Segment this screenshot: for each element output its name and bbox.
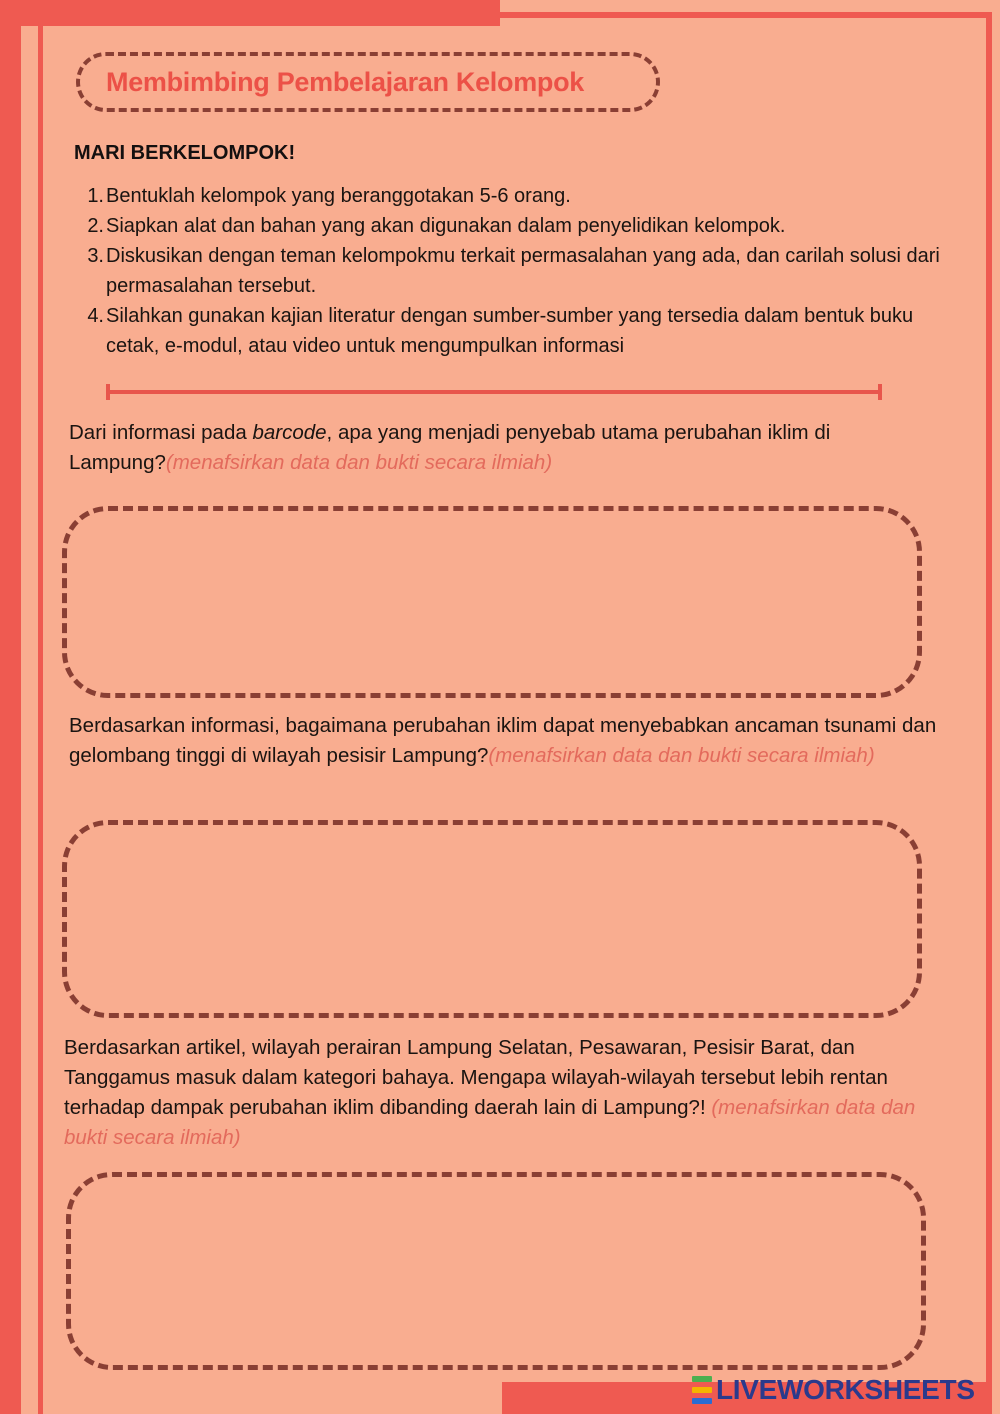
question-2 xyxy=(69,711,939,771)
step-text: Diskusikan dengan teman kelompokmu terkait permasalahan yang ada, dan carilah solusi dari permasalahan tersebut. xyxy=(106,245,940,297)
question-1 xyxy=(69,418,909,478)
answer-box-3[interactable] xyxy=(66,1172,926,1370)
question-3 xyxy=(64,1033,934,1153)
title-pill xyxy=(76,52,660,112)
question-3-text: Berdasarkan artikel, wilayah perairan Lampung Selatan, Pesawaran, Pesisir Barat, dan Tanggamus masuk dalam kategori bahaya. Mengapa wilayah-wilayah tersebut lebih rentan terhadap dampak perubahan iklim dibanding daerah lain di Lampung?! xyxy=(64,1036,888,1119)
frame-left-inner-line xyxy=(38,26,43,1414)
section-divider xyxy=(106,384,882,400)
list-item xyxy=(82,241,942,301)
question-2-text: Berdasarkan informasi, bagaimana perubahan iklim dapat menyebabkan ancaman tsunami dan gelombang tinggi di wilayah pesisir Lampung? xyxy=(69,714,937,767)
question-2-hint: (menafsirkan data dan bukti secara ilmiah) xyxy=(488,744,875,767)
list-item xyxy=(82,181,942,211)
step-text: Bentuklah kelompok yang beranggotakan 5-6 orang. xyxy=(106,185,571,207)
divider-cap-left xyxy=(106,384,110,400)
question-1-hint: (menafsirkan data dan bukti secara ilmiah) xyxy=(165,451,553,474)
step-number: 4. xyxy=(87,305,104,327)
step-number: 1. xyxy=(87,185,104,207)
divider-cap-right xyxy=(878,384,882,400)
question-1-text-cont: , apa yang menjadi penyebab utama perubahan iklim di Lampung? xyxy=(69,421,831,474)
step-number: 3. xyxy=(87,245,104,267)
answer-box-2[interactable] xyxy=(62,820,922,1018)
liveworksheets-brand[interactable] xyxy=(692,1372,975,1408)
steps-list xyxy=(82,181,942,361)
question-1-emphasis: barcode xyxy=(252,421,327,444)
step-text: Siapkan alat dan bahan yang akan digunakan dalam penyelidikan kelompok. xyxy=(106,215,786,237)
question-3-hint: (menafsirkan data dan bukti secara ilmiah) xyxy=(64,1096,916,1149)
answer-box-1[interactable] xyxy=(62,506,922,698)
step-text: Silahkan gunakan kajian literatur dengan sumber-sumber yang tersedia dalam bentuk buku cetak, e-modul, atau video untuk mengumpulkan informasi xyxy=(106,305,914,357)
step-number: 2. xyxy=(87,215,104,237)
question-1-text: Dari informasi pada xyxy=(69,421,253,444)
list-item xyxy=(82,301,942,361)
divider-line xyxy=(106,390,882,394)
frame-top-bar xyxy=(0,0,500,26)
liveworksheets-logo-icon xyxy=(692,1376,712,1404)
page-title: Membimbing Pembelajaran Kelompok xyxy=(106,66,585,97)
frame-right-line xyxy=(986,12,992,1414)
section-heading: MARI BERKELOMPOK! xyxy=(74,142,296,164)
frame-top-right-line xyxy=(500,12,992,18)
brand-text: LIVEWORKSHEETS xyxy=(716,1374,975,1405)
list-item xyxy=(82,211,942,241)
frame-left-bar xyxy=(0,0,21,1414)
